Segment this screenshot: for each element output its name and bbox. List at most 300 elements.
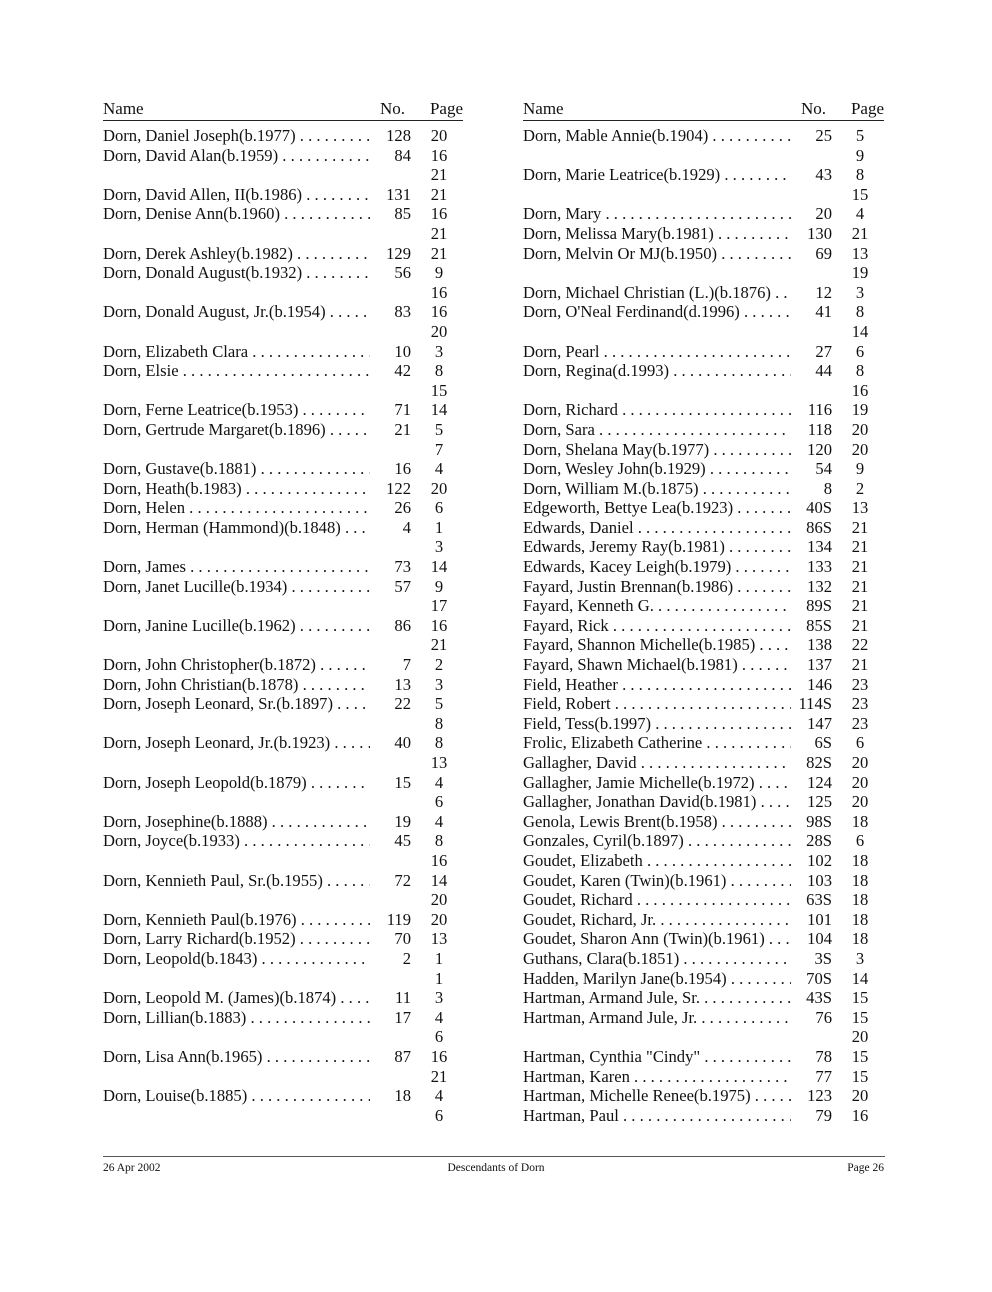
entry-name: Gonzales, Cyril(b.1897) . . . — [523, 831, 798, 851]
entry-line — [523, 733, 884, 753]
index-entry — [103, 988, 463, 1008]
index-entries-right — [523, 126, 884, 1125]
footer-date: 26 Apr 2002 — [103, 1162, 161, 1174]
entry-name: Dorn, Melissa Mary(b.1981) . . . — [523, 224, 798, 244]
entry-number: 6S — [791, 733, 832, 753]
index-entry — [103, 773, 463, 812]
entry-page: 21 — [851, 655, 869, 675]
entry-number: 57 — [370, 577, 411, 597]
entry-number: 98S — [791, 812, 832, 832]
entry-line — [523, 753, 884, 773]
column-header — [523, 98, 884, 121]
entry-name: Edwards, Daniel . . . — [523, 518, 798, 538]
index-entry — [523, 969, 884, 989]
index-entry — [523, 400, 884, 420]
entry-page: 18 — [851, 811, 869, 831]
entry-name: Dorn, Lisa Ann(b.1965) . . . — [103, 1047, 377, 1067]
entry-page: 16 — [851, 1105, 869, 1125]
footer-page-number: Page 26 — [847, 1162, 884, 1174]
entry-line — [523, 420, 884, 440]
entry-number: 78 — [791, 1047, 832, 1067]
entry-continuation-line — [103, 890, 463, 910]
index-entry — [523, 577, 884, 597]
entry-line — [523, 792, 884, 812]
entry-name: Gallagher, David . . . — [523, 753, 798, 773]
entry-number: 70S — [791, 969, 832, 989]
entry-number: 85S — [791, 616, 832, 636]
entry-page: 6 — [434, 1027, 444, 1047]
index-entry — [103, 694, 463, 733]
entry-line — [523, 694, 884, 714]
entry-line — [523, 518, 884, 538]
entry-page: 4 — [434, 772, 444, 792]
entry-page: 15 — [430, 380, 448, 400]
index-entry — [103, 518, 463, 557]
entry-line — [103, 577, 463, 597]
entry-number: 26 — [370, 498, 411, 518]
index-column-left — [103, 98, 463, 1125]
index-entry — [103, 244, 463, 264]
entry-continuation-line — [103, 322, 463, 342]
entry-page: 14 — [851, 321, 869, 341]
entry-page: 21 — [851, 517, 869, 537]
entry-line — [523, 498, 884, 518]
index-entry — [103, 263, 463, 302]
entry-name: Genola, Lewis Brent(b.1958) . . . — [523, 812, 798, 832]
index-entry — [523, 361, 884, 400]
index-entry — [103, 1047, 463, 1086]
entry-line — [523, 949, 884, 969]
entry-name: Dorn, Donald August(b.1932) . . . — [103, 263, 377, 283]
entry-page: 20 — [851, 439, 869, 459]
entry-page: 16 — [430, 204, 448, 224]
entry-number: 13 — [370, 675, 411, 695]
index-entry — [523, 890, 884, 910]
entry-number: 101 — [791, 910, 832, 930]
index-entry — [523, 655, 884, 675]
entry-number: 70 — [370, 929, 411, 949]
entry-name: Dorn, Donald August, Jr.(b.1954) . . . — [103, 302, 377, 322]
entry-name: Hartman, Karen . . . — [523, 1067, 798, 1087]
entry-line — [523, 929, 884, 949]
index-entry — [523, 459, 884, 479]
index-entry — [523, 204, 884, 224]
entry-name: Dorn, William M.(b.1875) . . . — [523, 479, 798, 499]
entry-page: 20 — [430, 321, 448, 341]
header-name: Name — [103, 99, 144, 118]
index-entry — [523, 851, 884, 871]
entry-line — [103, 146, 463, 166]
entry-number: 10 — [370, 342, 411, 362]
entry-page: 14 — [430, 870, 448, 890]
index-entry — [103, 479, 463, 499]
entry-name: Dorn, Kennieth Paul, Sr.(b.1955) . . . — [103, 871, 377, 891]
entry-page: 16 — [851, 380, 869, 400]
entry-page: 16 — [430, 615, 448, 635]
entry-name: Dorn, Kennieth Paul(b.1976) . . . — [103, 910, 377, 930]
entry-number: 22 — [370, 694, 411, 714]
entry-name: Edwards, Jeremy Ray(b.1981) . . . — [523, 537, 798, 557]
entry-continuation-line — [103, 969, 463, 989]
entry-line — [523, 342, 884, 362]
entry-page: 18 — [851, 929, 869, 949]
index-entry — [523, 224, 884, 244]
entry-number: 124 — [791, 773, 832, 793]
entry-page: 4 — [434, 459, 444, 479]
entry-line — [103, 479, 463, 499]
entry-number: 28S — [791, 831, 832, 851]
entry-page: 9 — [434, 263, 444, 283]
entry-continuation-line — [103, 753, 463, 773]
entry-name: Dorn, Joseph Leonard, Sr.(b.1897) . . . — [103, 694, 377, 714]
entry-page: 15 — [851, 1007, 869, 1027]
entry-number: 8 — [791, 479, 832, 499]
entry-line — [103, 988, 463, 1008]
index-entry — [103, 675, 463, 695]
entry-page: 8 — [434, 713, 444, 733]
entry-name: Dorn, Larry Richard(b.1952) . . . — [103, 929, 377, 949]
entry-page: 8 — [434, 733, 444, 753]
index-entry — [103, 185, 463, 205]
index-entries-left — [103, 126, 463, 1125]
entry-page: 1 — [434, 948, 444, 968]
entry-line — [103, 694, 463, 714]
entry-name: Goudet, Sharon Ann (Twin)(b.1961) . . . — [523, 929, 798, 949]
entry-page: 8 — [855, 302, 865, 322]
index-entry — [103, 459, 463, 479]
entry-page: 16 — [430, 145, 448, 165]
entry-number: 129 — [370, 244, 411, 264]
entry-page: 5 — [855, 126, 865, 145]
entry-number: 114S — [791, 694, 832, 714]
entry-line — [523, 537, 884, 557]
index-entry — [523, 498, 884, 518]
entry-line — [523, 773, 884, 793]
entry-page: 6 — [855, 733, 865, 753]
entry-page: 20 — [430, 126, 448, 145]
entry-page: 8 — [855, 361, 865, 381]
entry-page: 18 — [851, 850, 869, 870]
entry-name: Hadden, Marilyn Jane(b.1954) . . . — [523, 969, 798, 989]
entry-number: 133 — [791, 557, 832, 577]
index-entry — [523, 1086, 884, 1106]
entry-line — [523, 283, 884, 303]
entry-number: 40 — [370, 733, 411, 753]
entry-page: 15 — [851, 1066, 869, 1086]
entry-line — [103, 361, 463, 381]
entry-page: 21 — [430, 243, 448, 263]
index-entry — [103, 577, 463, 616]
index-entry — [103, 910, 463, 930]
entry-page: 5 — [434, 419, 444, 439]
entry-line — [523, 675, 884, 695]
entry-page: 20 — [851, 1027, 869, 1047]
entry-number: 147 — [791, 714, 832, 734]
entry-continuation-line — [103, 851, 463, 871]
index-entry — [523, 518, 884, 538]
entry-line — [103, 733, 463, 753]
index-entry — [523, 792, 884, 812]
entry-page: 4 — [855, 204, 865, 224]
entry-page: 16 — [430, 282, 448, 302]
entry-page: 14 — [851, 968, 869, 988]
entry-page: 7 — [434, 439, 444, 459]
entry-page: 8 — [434, 361, 444, 381]
entry-name: Dorn, Daniel Joseph(b.1977) . . . — [103, 126, 377, 146]
entry-page: 21 — [851, 576, 869, 596]
entry-page: 20 — [851, 772, 869, 792]
entry-page: 1 — [434, 968, 444, 988]
entry-page: 3 — [434, 674, 444, 694]
entry-number: 116 — [791, 400, 832, 420]
entry-name: Edwards, Kacey Leigh(b.1979) . . . — [523, 557, 798, 577]
entry-page: 6 — [855, 341, 865, 361]
entry-page: 3 — [434, 341, 444, 361]
index-entry — [103, 1086, 463, 1125]
entry-line — [523, 479, 884, 499]
entry-line — [103, 400, 463, 420]
entry-number: 87 — [370, 1047, 411, 1067]
entry-name: Frolic, Elizabeth Catherine . . . — [523, 733, 798, 753]
entry-page: 6 — [434, 1105, 444, 1125]
entry-number: 54 — [791, 459, 832, 479]
entry-name: Goudet, Richard, Jr. . . . — [523, 910, 798, 930]
entry-number: 17 — [370, 1008, 411, 1028]
entry-page: 2 — [855, 478, 865, 498]
entry-number: 123 — [791, 1086, 832, 1106]
entry-name: Dorn, Gertrude Margaret(b.1896) . . . — [103, 420, 377, 440]
entry-line — [103, 910, 463, 930]
entry-line — [103, 459, 463, 479]
index-entry — [103, 146, 463, 185]
entry-continuation-line — [103, 1106, 463, 1126]
entry-page: 3 — [855, 948, 865, 968]
entry-name: Hartman, Michelle Renee(b.1975) . . . — [523, 1086, 798, 1106]
entry-page: 13 — [851, 498, 869, 518]
entry-page: 16 — [430, 850, 448, 870]
entry-name: Hartman, Paul . . . — [523, 1106, 798, 1126]
entry-continuation-line — [103, 440, 463, 460]
index-entry — [523, 1106, 884, 1126]
entry-name: Dorn, Joyce(b.1933) . . . — [103, 831, 377, 851]
entry-number: 85 — [370, 204, 411, 224]
index-entry — [103, 831, 463, 870]
entry-page: 21 — [851, 537, 869, 557]
entry-number: 43 — [791, 165, 832, 185]
index-entry — [523, 342, 884, 362]
entry-number: 63S — [791, 890, 832, 910]
entry-number: 42 — [370, 361, 411, 381]
entry-number: 7 — [370, 655, 411, 675]
entry-name: Dorn, Sara . . . — [523, 420, 798, 440]
entry-page: 20 — [851, 419, 869, 439]
entry-page: 19 — [851, 400, 869, 420]
entry-line — [523, 655, 884, 675]
index-entry — [523, 929, 884, 949]
entry-page: 18 — [851, 890, 869, 910]
index-entry — [523, 753, 884, 773]
index-entry — [103, 302, 463, 341]
entry-line — [523, 988, 884, 1008]
entry-number: 56 — [370, 263, 411, 283]
entry-number: 89S — [791, 596, 832, 616]
entry-page: 16 — [430, 302, 448, 322]
entry-number: 11 — [370, 988, 411, 1008]
entry-line — [103, 557, 463, 577]
entry-line — [523, 1086, 884, 1106]
entry-number: 27 — [791, 342, 832, 362]
entry-page: 15 — [851, 184, 869, 204]
index-entry — [103, 871, 463, 910]
entry-name: Dorn, Louise(b.1885) . . . — [103, 1086, 377, 1106]
entry-number: 71 — [370, 400, 411, 420]
entry-line — [103, 616, 463, 636]
entry-line — [523, 244, 884, 264]
entry-number: 86S — [791, 518, 832, 538]
entry-line — [103, 655, 463, 675]
header-no: No. — [379, 99, 405, 118]
entry-number: 102 — [791, 851, 832, 871]
entry-number: 21 — [370, 420, 411, 440]
index-entry — [103, 400, 463, 420]
entry-name: Goudet, Elizabeth . . . — [523, 851, 798, 871]
entry-line — [103, 949, 463, 969]
entry-name: Dorn, Lillian(b.1883) . . . — [103, 1008, 377, 1028]
entry-name: Dorn, Josephine(b.1888) . . . — [103, 812, 377, 832]
entry-number: 72 — [370, 871, 411, 891]
entry-name: Dorn, Wesley John(b.1929) . . . — [523, 459, 798, 479]
entry-line — [523, 1067, 884, 1087]
entry-number: 103 — [791, 871, 832, 891]
entry-name: Fayard, Justin Brennan(b.1986) . . . — [523, 577, 798, 597]
entry-continuation-line — [103, 792, 463, 812]
index-entry — [523, 126, 884, 165]
entry-line — [103, 518, 463, 538]
entry-name: Dorn, Mary . . . — [523, 204, 798, 224]
entry-page: 16 — [430, 1046, 448, 1066]
entry-page: 9 — [855, 145, 865, 165]
entry-name: Dorn, Ferne Leatrice(b.1953) . . . — [103, 400, 377, 420]
entry-line — [103, 1008, 463, 1028]
entry-continuation-line — [523, 1027, 884, 1047]
entry-line — [103, 675, 463, 695]
entry-number: 125 — [791, 792, 832, 812]
entry-page: 23 — [851, 694, 869, 714]
entry-name: Dorn, Shelana May(b.1977) . . . — [523, 440, 798, 460]
entry-number: 69 — [791, 244, 832, 264]
entry-page: 19 — [851, 263, 869, 283]
header-no: No. — [800, 99, 826, 118]
entry-continuation-line — [103, 381, 463, 401]
entry-number: 82S — [791, 753, 832, 773]
entry-line — [523, 1106, 884, 1126]
entry-page: 14 — [430, 400, 448, 420]
entry-name: Goudet, Karen (Twin)(b.1961) . . . — [523, 871, 798, 891]
entry-page: 1 — [434, 517, 444, 537]
entry-line — [103, 204, 463, 224]
entry-number: 76 — [791, 1008, 832, 1028]
index-entry — [523, 440, 884, 460]
index-entry — [523, 1047, 884, 1067]
entry-line — [523, 577, 884, 597]
entry-continuation-line — [103, 635, 463, 655]
entry-line — [523, 969, 884, 989]
index-entry — [523, 1008, 884, 1047]
index-entry — [103, 498, 463, 518]
entry-page: 21 — [430, 635, 448, 655]
entry-name: Gallagher, Jamie Michelle(b.1972) . . . — [523, 773, 798, 793]
index-entry — [523, 871, 884, 891]
entry-line — [523, 224, 884, 244]
index-entry — [103, 361, 463, 400]
index-entry — [523, 244, 884, 283]
entry-page: 4 — [434, 1007, 444, 1027]
entry-number: 79 — [791, 1106, 832, 1126]
entry-name: Dorn, Pearl . . . — [523, 342, 798, 362]
index-entry — [523, 596, 884, 616]
entry-name: Dorn, Elizabeth Clara . . . — [103, 342, 377, 362]
entry-number: 130 — [791, 224, 832, 244]
entry-name: Dorn, Janine Lucille(b.1962) . . . — [103, 616, 377, 636]
entry-continuation-line — [103, 714, 463, 734]
entry-line — [523, 440, 884, 460]
index-entry — [103, 949, 463, 988]
entry-number: 12 — [791, 283, 832, 303]
index-entry — [523, 1067, 884, 1087]
entry-page: 15 — [851, 1046, 869, 1066]
entry-continuation-line — [103, 165, 463, 185]
entry-line — [523, 851, 884, 871]
entry-line — [103, 1086, 463, 1106]
entry-number: 131 — [370, 185, 411, 205]
entry-number: 44 — [791, 361, 832, 381]
entry-line — [523, 126, 884, 146]
entry-page: 4 — [434, 811, 444, 831]
index-entry — [523, 420, 884, 440]
entry-number: 134 — [791, 537, 832, 557]
index-entry — [523, 302, 884, 341]
entry-number: 43S — [791, 988, 832, 1008]
index-entry — [523, 283, 884, 303]
entry-line — [523, 165, 884, 185]
entry-page: 8 — [855, 165, 865, 185]
entry-line — [523, 871, 884, 891]
entry-line — [523, 890, 884, 910]
entry-name: Goudet, Richard . . . — [523, 890, 798, 910]
entry-page: 18 — [851, 870, 869, 890]
entry-name: Fayard, Shannon Michelle(b.1985) . . . — [523, 635, 798, 655]
entry-number: 132 — [791, 577, 832, 597]
entry-number: 128 — [370, 126, 411, 146]
entry-page: 17 — [430, 596, 448, 616]
index-entry — [103, 733, 463, 772]
index-entry — [103, 342, 463, 362]
index-entry — [523, 733, 884, 753]
entry-number: 73 — [370, 557, 411, 577]
index-entry — [103, 616, 463, 655]
index-entry — [523, 831, 884, 851]
index-entry — [103, 1008, 463, 1047]
index-entry — [523, 537, 884, 557]
index-entry — [103, 126, 463, 146]
entry-name: Dorn, Derek Ashley(b.1982) . . . — [103, 244, 377, 264]
index-entry — [523, 557, 884, 577]
entry-name: Fayard, Kenneth G. . . . — [523, 596, 798, 616]
entry-line — [103, 1047, 463, 1067]
entry-number: 138 — [791, 635, 832, 655]
index-entry — [523, 479, 884, 499]
entry-page: 6 — [434, 498, 444, 518]
